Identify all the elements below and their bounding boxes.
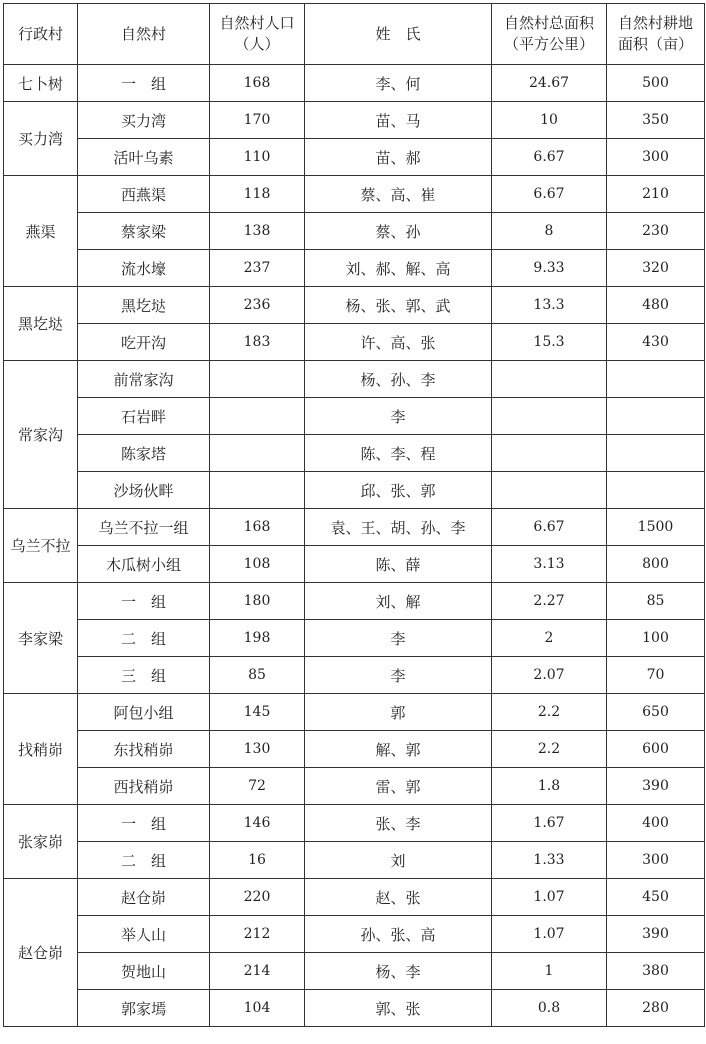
- population-cell: 180: [210, 583, 305, 620]
- farmland-cell: 390: [607, 768, 705, 805]
- farmland-cell: 600: [607, 731, 705, 768]
- table-row: [4, 287, 705, 324]
- natural-village-cell: 二 组: [78, 842, 210, 879]
- surnames-cell: 李、何: [305, 65, 492, 102]
- farmland-cell: 480: [607, 287, 705, 324]
- farmland-cell: [607, 398, 705, 435]
- farmland-cell: 70: [607, 657, 705, 694]
- surnames-cell: 刘、郝、解、高: [305, 250, 492, 287]
- natural-village-cell: 举人山: [78, 916, 210, 953]
- area-cell: 0.8: [492, 990, 607, 1027]
- natural-village-cell: 沙场伙畔: [78, 472, 210, 509]
- header-farmland-area-line2: 面积（亩）: [617, 35, 693, 53]
- farmland-cell: 400: [607, 805, 705, 842]
- population-cell: 138: [210, 213, 305, 250]
- table-row: [4, 398, 705, 435]
- surnames-cell: 雷、郭: [305, 768, 492, 805]
- area-cell: 2.2: [492, 731, 607, 768]
- table-row: [4, 65, 705, 102]
- farmland-cell: 500: [607, 65, 705, 102]
- natural-village-cell: 西燕渠: [78, 176, 210, 213]
- area-cell: 1.33: [492, 842, 607, 879]
- population-cell: 220: [210, 879, 305, 916]
- farmland-cell: 230: [607, 213, 705, 250]
- admin-village-cell: 黑圪垯: [4, 287, 78, 361]
- admin-village-cell: 七卜树: [4, 65, 78, 102]
- surnames-cell: 赵、张: [305, 879, 492, 916]
- admin-village-cell: 常家沟: [4, 361, 78, 509]
- table-row: [4, 139, 705, 176]
- population-cell: 214: [210, 953, 305, 990]
- population-cell: 198: [210, 620, 305, 657]
- surnames-cell: 陈、李、程: [305, 435, 492, 472]
- surnames-cell: 张、李: [305, 805, 492, 842]
- natural-village-cell: 木瓜树小组: [78, 546, 210, 583]
- village-table: [3, 3, 705, 1027]
- population-cell: 212: [210, 916, 305, 953]
- table-row: [4, 731, 705, 768]
- table-row: [4, 879, 705, 916]
- header-farmland-area: [607, 4, 705, 65]
- admin-village-cell: 买力湾: [4, 102, 78, 176]
- admin-village-cell: 赵仓峁: [4, 879, 78, 1027]
- natural-village-cell: 石岩畔: [78, 398, 210, 435]
- farmland-cell: [607, 472, 705, 509]
- natural-village-cell: 黑圪垯: [78, 287, 210, 324]
- admin-village-cell: 乌兰不拉: [4, 509, 78, 583]
- farmland-cell: [607, 361, 705, 398]
- table-row: [4, 509, 705, 546]
- farmland-cell: 380: [607, 953, 705, 990]
- farmland-cell: 430: [607, 324, 705, 361]
- table-row: [4, 324, 705, 361]
- natural-village-cell: 吃开沟: [78, 324, 210, 361]
- surnames-cell: 杨、孙、李: [305, 361, 492, 398]
- admin-village-cell: 找稍峁: [4, 694, 78, 805]
- table-row: [4, 916, 705, 953]
- area-cell: [492, 361, 607, 398]
- natural-village-cell: 买力湾: [78, 102, 210, 139]
- admin-village-cell: 李家梁: [4, 583, 78, 694]
- farmland-cell: 800: [607, 546, 705, 583]
- natural-village-cell: 陈家塔: [78, 435, 210, 472]
- table-row: [4, 250, 705, 287]
- surnames-cell: 解、郭: [305, 731, 492, 768]
- header-row: [4, 4, 705, 65]
- population-cell: 108: [210, 546, 305, 583]
- natural-village-cell: 一 组: [78, 583, 210, 620]
- farmland-cell: 280: [607, 990, 705, 1027]
- natural-village-cell: 前常家沟: [78, 361, 210, 398]
- surnames-cell: 许、高、张: [305, 324, 492, 361]
- population-cell: 130: [210, 731, 305, 768]
- farmland-cell: 300: [607, 842, 705, 879]
- area-cell: 1.8: [492, 768, 607, 805]
- table-row: [4, 435, 705, 472]
- surnames-cell: 邱、张、郭: [305, 472, 492, 509]
- farmland-cell: 300: [607, 139, 705, 176]
- header-surnames: 姓 氏: [305, 4, 492, 65]
- farmland-cell: 650: [607, 694, 705, 731]
- table-row: [4, 361, 705, 398]
- area-cell: 2: [492, 620, 607, 657]
- natural-village-cell: 三 组: [78, 657, 210, 694]
- table-row: [4, 990, 705, 1027]
- area-cell: 8: [492, 213, 607, 250]
- surnames-cell: 陈、薛: [305, 546, 492, 583]
- population-cell: [210, 398, 305, 435]
- population-cell: 236: [210, 287, 305, 324]
- table-row: [4, 768, 705, 805]
- header-population-line2: （人）: [234, 35, 280, 53]
- surnames-cell: 刘、解: [305, 583, 492, 620]
- area-cell: [492, 472, 607, 509]
- table-row: [4, 842, 705, 879]
- header-total-area-line1: 自然村总面积: [503, 14, 594, 32]
- surnames-cell: 袁、王、胡、孙、李: [305, 509, 492, 546]
- natural-village-cell: 流水壕: [78, 250, 210, 287]
- farmland-cell: 450: [607, 879, 705, 916]
- natural-village-cell: 活叶乌素: [78, 139, 210, 176]
- table-row: [4, 546, 705, 583]
- population-cell: 110: [210, 139, 305, 176]
- population-cell: [210, 435, 305, 472]
- table-row: [4, 805, 705, 842]
- population-cell: 145: [210, 694, 305, 731]
- farmland-cell: 210: [607, 176, 705, 213]
- surnames-cell: 李: [305, 657, 492, 694]
- natural-village-cell: 二 组: [78, 620, 210, 657]
- area-cell: 1.07: [492, 879, 607, 916]
- surnames-cell: 杨、李: [305, 953, 492, 990]
- population-cell: 104: [210, 990, 305, 1027]
- table-row: [4, 176, 705, 213]
- natural-village-cell: 一 组: [78, 65, 210, 102]
- table-row: [4, 620, 705, 657]
- surnames-cell: 蔡、高、崔: [305, 176, 492, 213]
- header-admin-village: 行政村: [4, 4, 78, 65]
- surnames-cell: 刘: [305, 842, 492, 879]
- area-cell: 10: [492, 102, 607, 139]
- table-row: [4, 657, 705, 694]
- area-cell: 6.67: [492, 509, 607, 546]
- area-cell: [492, 398, 607, 435]
- population-cell: 118: [210, 176, 305, 213]
- farmland-cell: 1500: [607, 509, 705, 546]
- area-cell: 2.27: [492, 583, 607, 620]
- farmland-cell: 350: [607, 102, 705, 139]
- header-farmland-area-line1: 自然村耕地: [617, 14, 693, 32]
- surnames-cell: 郭: [305, 694, 492, 731]
- table-row: [4, 213, 705, 250]
- surnames-cell: 李: [305, 398, 492, 435]
- table-row: [4, 472, 705, 509]
- admin-village-cell: 燕渠: [4, 176, 78, 287]
- population-cell: [210, 361, 305, 398]
- surnames-cell: 郭、张: [305, 990, 492, 1027]
- farmland-cell: 100: [607, 620, 705, 657]
- natural-village-cell: 一 组: [78, 805, 210, 842]
- area-cell: 3.13: [492, 546, 607, 583]
- header-population-line1: 自然村人口: [219, 14, 295, 32]
- population-cell: 146: [210, 805, 305, 842]
- natural-village-cell: 郭家墕: [78, 990, 210, 1027]
- header-natural-village: 自然村: [78, 4, 210, 65]
- population-cell: 16: [210, 842, 305, 879]
- population-cell: 168: [210, 65, 305, 102]
- natural-village-cell: 乌兰不拉一组: [78, 509, 210, 546]
- area-cell: 13.3: [492, 287, 607, 324]
- farmland-cell: 390: [607, 916, 705, 953]
- table-row: [4, 583, 705, 620]
- area-cell: 1.67: [492, 805, 607, 842]
- area-cell: 1.07: [492, 916, 607, 953]
- natural-village-cell: 西找稍峁: [78, 768, 210, 805]
- area-cell: 9.33: [492, 250, 607, 287]
- area-cell: 6.67: [492, 176, 607, 213]
- farmland-cell: 320: [607, 250, 705, 287]
- natural-village-cell: 赵仓峁: [78, 879, 210, 916]
- area-cell: 24.67: [492, 65, 607, 102]
- population-cell: [210, 472, 305, 509]
- farmland-cell: 85: [607, 583, 705, 620]
- population-cell: 170: [210, 102, 305, 139]
- natural-village-cell: 贺地山: [78, 953, 210, 990]
- population-cell: 183: [210, 324, 305, 361]
- table-row: [4, 102, 705, 139]
- area-cell: 2.07: [492, 657, 607, 694]
- admin-village-cell: 张家峁: [4, 805, 78, 879]
- area-cell: 1: [492, 953, 607, 990]
- surnames-cell: 苗、郝: [305, 139, 492, 176]
- population-cell: 72: [210, 768, 305, 805]
- table-row: [4, 694, 705, 731]
- header-total-area-line2: （平方公里）: [503, 35, 594, 53]
- surnames-cell: 杨、张、郭、武: [305, 287, 492, 324]
- population-cell: 168: [210, 509, 305, 546]
- surnames-cell: 李: [305, 620, 492, 657]
- area-cell: 6.67: [492, 139, 607, 176]
- natural-village-cell: 东找稍峁: [78, 731, 210, 768]
- natural-village-cell: 阿包小组: [78, 694, 210, 731]
- natural-village-cell: 蔡家梁: [78, 213, 210, 250]
- area-cell: 15.3: [492, 324, 607, 361]
- population-cell: 85: [210, 657, 305, 694]
- table-row: [4, 953, 705, 990]
- population-cell: 237: [210, 250, 305, 287]
- header-total-area: [492, 4, 607, 65]
- surnames-cell: 蔡、孙: [305, 213, 492, 250]
- surnames-cell: 苗、马: [305, 102, 492, 139]
- surnames-cell: 孙、张、高: [305, 916, 492, 953]
- area-cell: [492, 435, 607, 472]
- area-cell: 2.2: [492, 694, 607, 731]
- farmland-cell: [607, 435, 705, 472]
- header-population: [210, 4, 305, 65]
